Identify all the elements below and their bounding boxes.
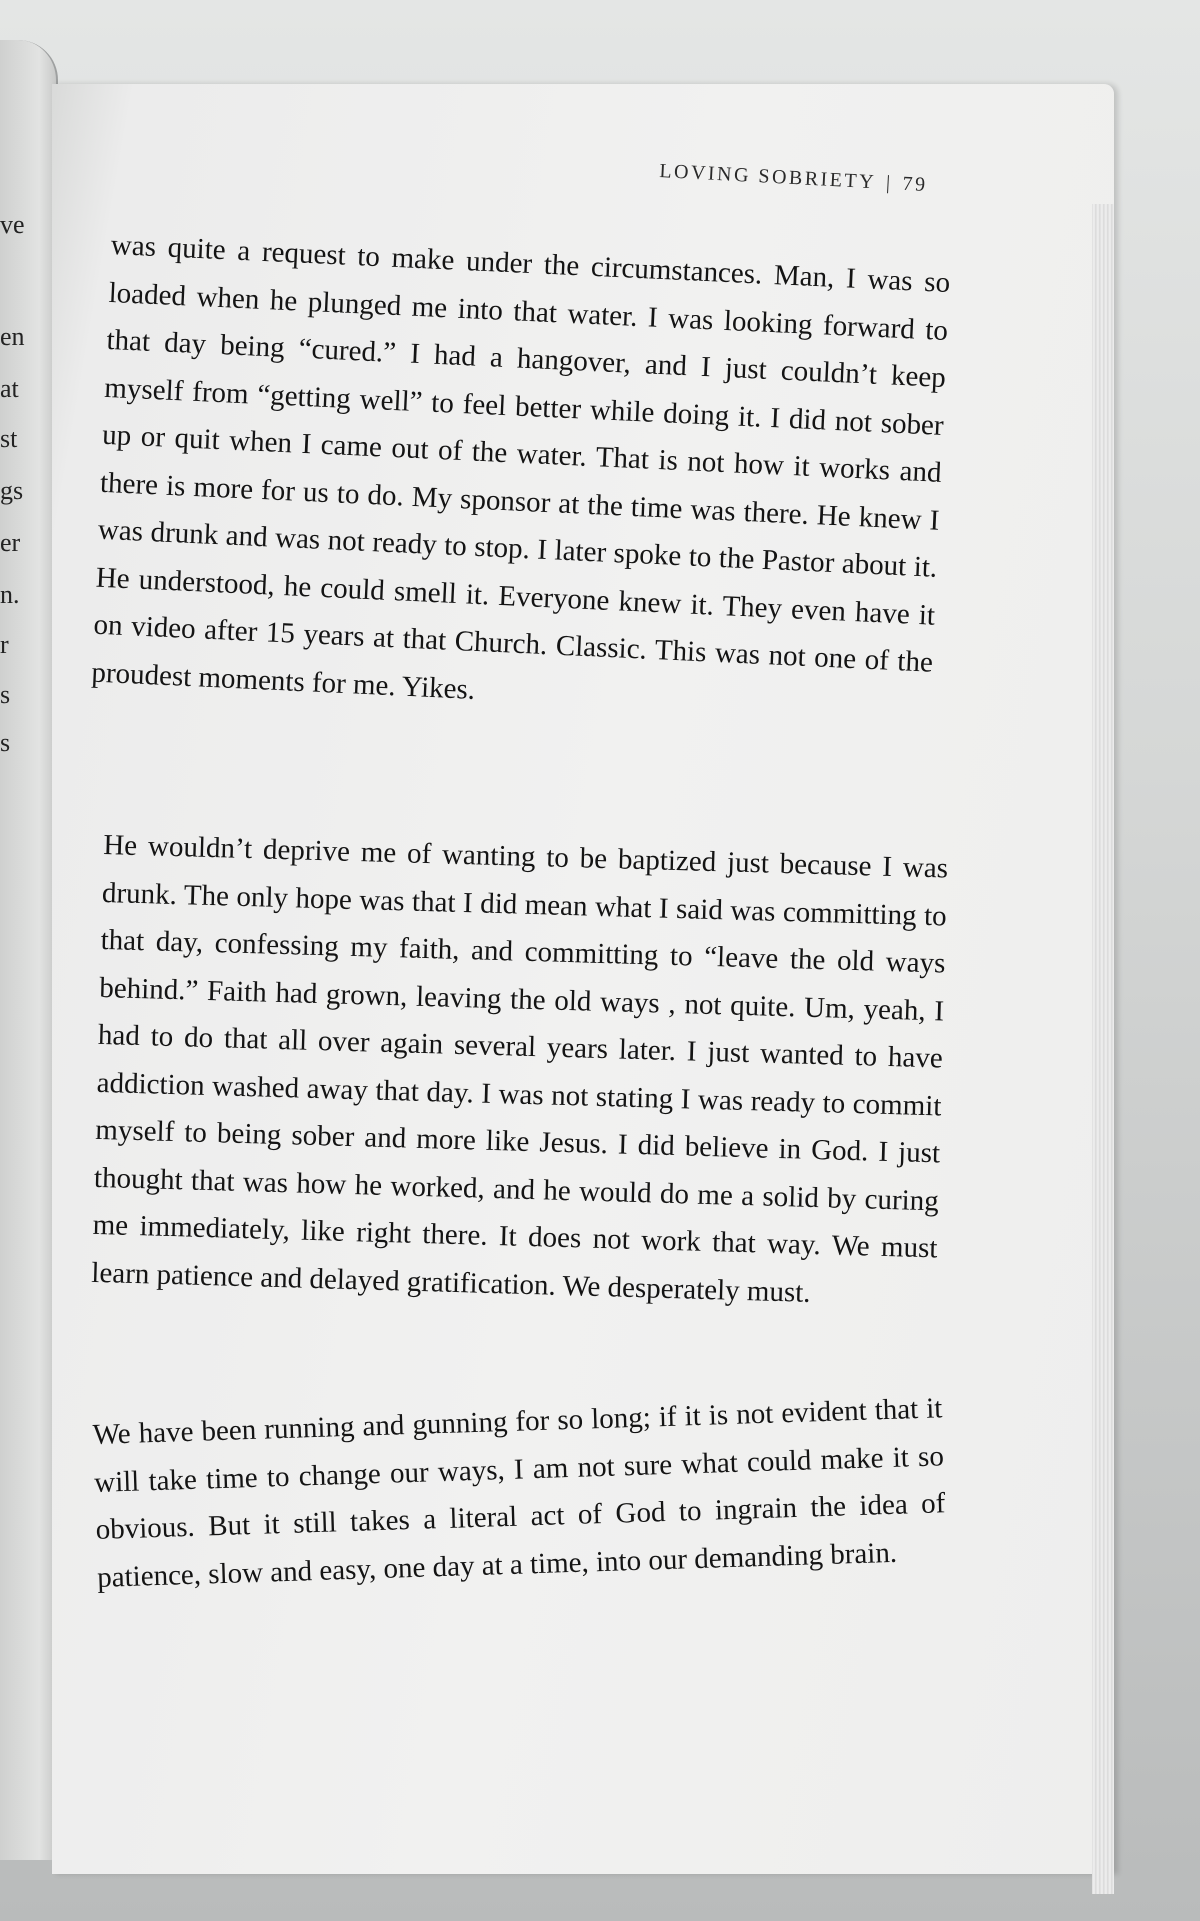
left-page-fragment: gs [0, 476, 24, 505]
left-page-fragment: en [0, 322, 25, 351]
page-number: 79 [901, 172, 929, 197]
running-title: LOVING SOBRIETY [658, 160, 877, 194]
header-separator: | [885, 171, 894, 195]
page-stack-edge [1092, 204, 1114, 1894]
left-page-edge [0, 40, 58, 1860]
left-page-fragment: at [0, 374, 19, 403]
left-page-fragment: ve [0, 210, 25, 239]
left-page-fragment: er [0, 528, 21, 557]
left-page-fragment: s [0, 680, 11, 709]
left-page-fragment: s [0, 728, 11, 757]
left-page-fragment: r [0, 630, 9, 659]
paragraph: He wouldn’t deprive me of wanting to be baptized just because I was drunk. The only hope was that I did mean what I said was committing to that day, confessing my faith, and committing to “leave the old ways behind.” Faith had grown, leaving the old ways , not quite. Um, yeah, I had to do that all over again several years later. I just wanted to have addiction washed away that day. I was not stating I was ready to commit myself to being sober and more like Jesus. I did believe in God. I just thought that was how he worked, and he would do me a solid by curing me immediately, like right there. It does not work that way. We must learn patience and delayed gratification. We desperately must. [90, 828, 949, 1309]
paragraph: was quite a request to make under the circumstances. Man, I was so loaded when he plunged me into that water. I was looking forward to that day being “cured.” I had a hangover, and I just couldn’t keep myself from “getting well” to feel better while doing it. I did not sober up or quit when I came out of the water. That is not how it works and there is more for us to do. My sponsor at the time was there. He knew I was drunk and was not ready to stop. I later spoke to the Pastor about it. He understood, he could smell it. Everyone knew it. They even have it on video after 15 years at that Church. Classic. This was not one of the proudest moments for me. Yikes. [90, 228, 951, 706]
left-page-fragment: n. [0, 580, 20, 609]
left-page-fragment: st [0, 424, 18, 453]
paragraph: We have been running and gunning for so long; if it is not evident that it will take time to change our ways, I am not sure what could make it so obvious. But it still takes a literal act of God to ingrain the idea of patience, slow and easy, one day at a time, into our demanding brain. [92, 1392, 946, 1594]
